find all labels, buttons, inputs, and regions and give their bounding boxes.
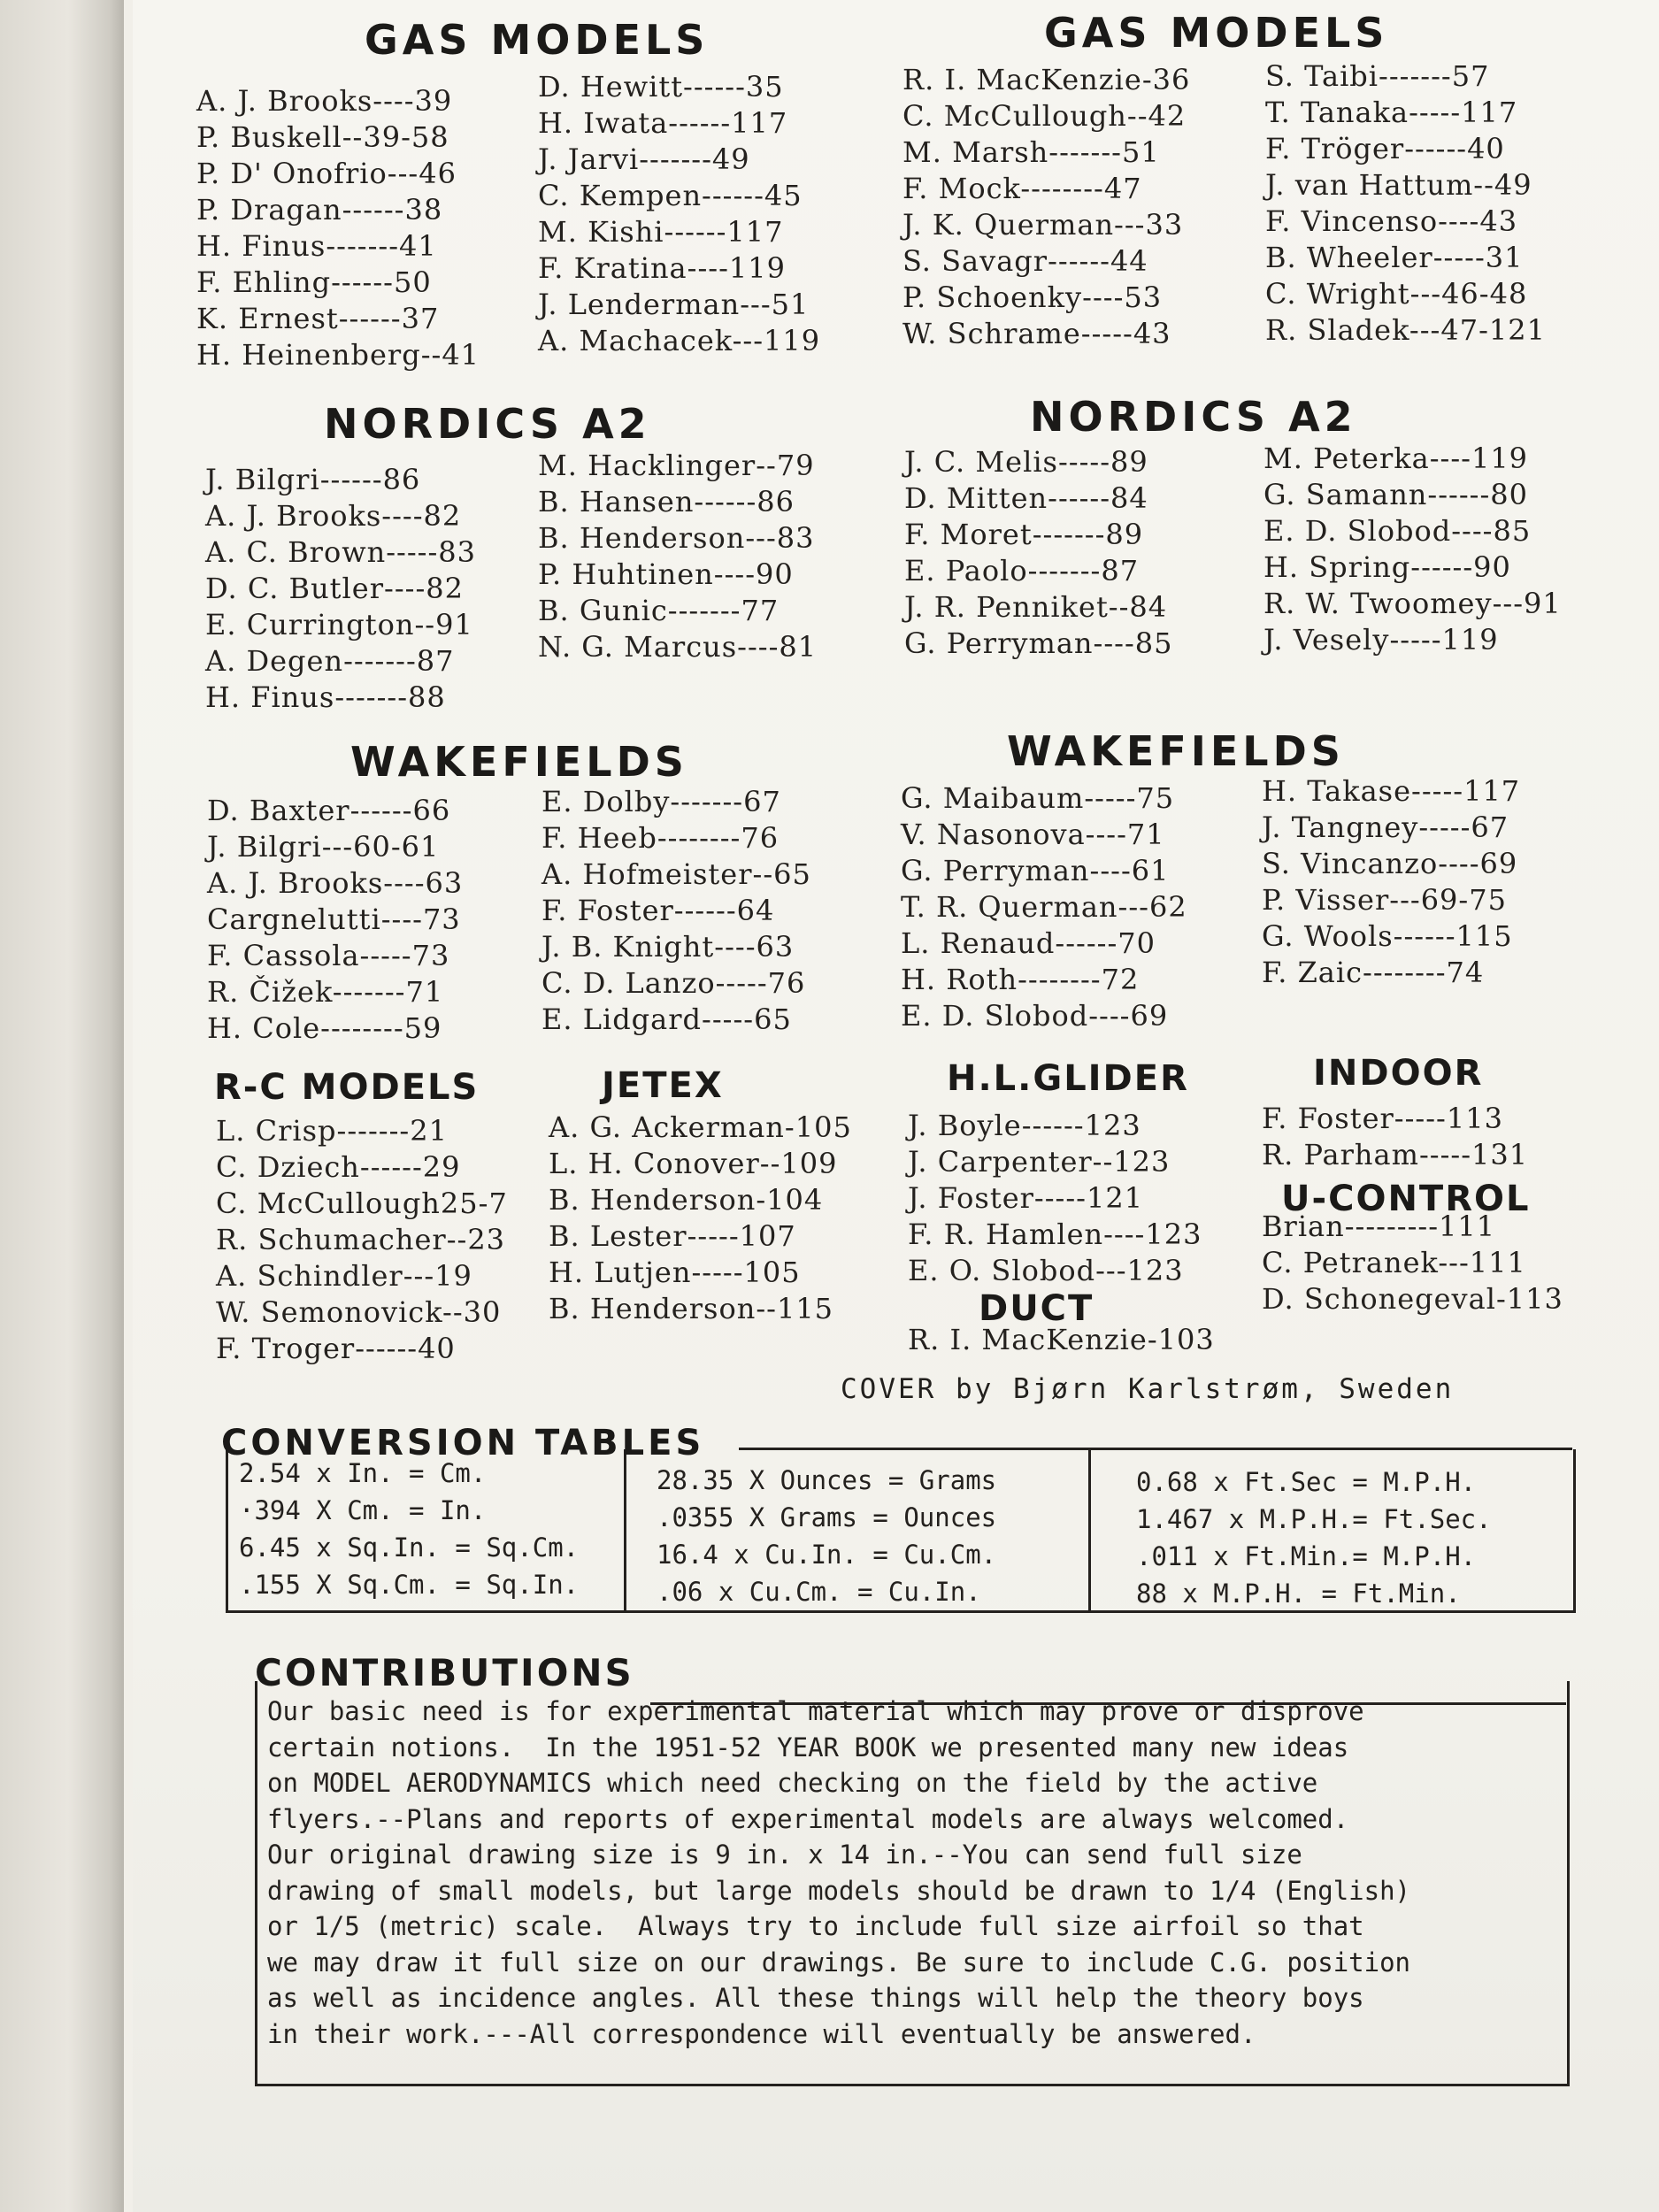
contest-entry: K. Ernest------37 — [196, 302, 440, 335]
duct-col — [908, 1322, 1215, 1358]
contest-entry: J. Bilgri---60-61 — [207, 830, 440, 864]
contest-entry: R. I. MacKenzie-103 — [908, 1323, 1215, 1356]
contest-entry: F. Ehling------50 — [196, 265, 432, 299]
conversion-divider-2 — [1088, 1449, 1091, 1610]
conversion-formula: 6.45 x Sq.In. = Sq.Cm. — [239, 1532, 580, 1563]
contest-entry: C. McCullough25-7 — [216, 1187, 508, 1220]
contest-entry: E. Paolo-------87 — [904, 554, 1140, 588]
contributions-line: we may draw it full size on our drawings. Be sure to include C.G. position — [267, 1947, 1411, 1978]
contest-entry: G. Perryman----85 — [904, 626, 1173, 660]
contest-entry: J. Boyle------123 — [908, 1109, 1141, 1142]
indoor-col — [1262, 1101, 1528, 1173]
conversion-formula: 2.54 x In. = Cm. — [239, 1458, 487, 1488]
contest-entry: B. Hansen------86 — [538, 485, 795, 518]
contest-entry: B. Henderson---83 — [538, 521, 815, 555]
contest-entry: V. Nasonova----71 — [901, 818, 1165, 851]
contest-entry: F. Cassola-----73 — [207, 939, 450, 972]
contest-entry: E. Currington--91 — [205, 608, 473, 641]
contest-entry: E. D. Slobod----69 — [901, 999, 1169, 1033]
hl-glider-heading: H.L.GLIDER — [947, 1058, 1189, 1099]
contest-entry: D. C. Butler----82 — [205, 572, 464, 605]
jetex-heading: JETEX — [602, 1065, 724, 1106]
book-spine-shadow — [0, 0, 124, 2212]
contest-entry: G. Wools------115 — [1262, 919, 1513, 953]
rc-models-col — [216, 1113, 508, 1367]
contest-entry: L. H. Conover--109 — [549, 1147, 838, 1180]
contest-entry: F. Tröger------40 — [1265, 132, 1505, 165]
contest-entry: F. Heeb--------76 — [541, 821, 780, 855]
contest-entry: A. C. Brown-----83 — [205, 535, 476, 569]
u-control-heading: U-CONTROL — [1281, 1179, 1531, 1219]
contest-entry: C. Petranek---111 — [1262, 1246, 1526, 1279]
contest-entry: C. D. Lanzo-----76 — [541, 966, 806, 1000]
nordics-heading-right: NORDICS A2 — [1030, 393, 1357, 441]
contest-entry: A. Hofmeister--65 — [541, 857, 811, 891]
contest-entry: J. Tangney-----67 — [1262, 810, 1509, 844]
nordics-right-col2 — [1263, 441, 1562, 658]
contest-entry: P. Buskell--39-58 — [196, 120, 449, 154]
contest-entry: B. Henderson-104 — [549, 1183, 824, 1217]
wakefields-right-col2 — [1262, 773, 1520, 991]
contest-entry: B. Wheeler-----31 — [1265, 241, 1524, 274]
contest-entry: B. Lester-----107 — [549, 1219, 796, 1253]
contest-entry: P. D' Onofrio---46 — [196, 157, 457, 190]
contest-entry: P. Schoenky----53 — [902, 280, 1163, 314]
contest-entry: M. Hacklinger--79 — [538, 449, 815, 482]
contest-entry: A. Degen-------87 — [205, 644, 455, 678]
contest-entry: E. Dolby-------67 — [541, 785, 781, 818]
contest-entry: H. Cole--------59 — [207, 1011, 442, 1045]
contest-entry: C. McCullough--42 — [902, 99, 1187, 133]
contest-entry: H. Heinenberg--41 — [196, 338, 480, 372]
contest-entry: T. R. Querman---62 — [901, 890, 1187, 924]
contributions-body — [267, 1694, 1559, 2052]
contest-entry: P. Huhtinen----90 — [538, 557, 794, 591]
gas-models-heading-left: GAS MODELS — [365, 16, 710, 64]
contest-entry: R. Parham-----131 — [1262, 1138, 1529, 1171]
contest-entry: G. Perryman----61 — [901, 854, 1170, 887]
contest-entry: D. Hewitt------35 — [538, 70, 784, 104]
conversion-formula: 88 x M.P.H. = Ft.Min. — [1136, 1578, 1461, 1609]
contest-entry: J. Foster-----121 — [908, 1181, 1144, 1215]
contest-entry: H. Spring------90 — [1263, 550, 1511, 584]
contest-entry: L. Renaud------70 — [901, 926, 1156, 960]
contributions-line: as well as incidence angles. All these things will help the theory boys — [267, 1983, 1364, 2013]
contest-entry: H. Takase-----117 — [1262, 774, 1521, 808]
contest-entry: R. Čižek-------71 — [207, 975, 444, 1009]
contest-entry: F. Mock--------47 — [902, 172, 1142, 205]
gas-models-heading-right: GAS MODELS — [1044, 9, 1389, 57]
contest-entry: C. Wright---46-48 — [1265, 277, 1528, 311]
contest-entry: J. van Hattum--49 — [1265, 168, 1532, 202]
contest-entry: J. C. Melis-----89 — [904, 445, 1148, 479]
contributions-line: drawing of small models, but large models should be drawn to 1/4 (English) — [267, 1875, 1411, 1906]
contest-entry: E. O. Slobod---123 — [908, 1254, 1184, 1287]
contest-entry: J. Jarvi-------49 — [538, 142, 750, 176]
contest-entry: R. Schumacher--23 — [216, 1223, 506, 1256]
contest-entry: H. Finus-------88 — [205, 680, 446, 714]
contest-entry: F. Moret-------89 — [904, 518, 1144, 551]
nordics-heading-left: NORDICS A2 — [324, 400, 651, 448]
contest-entry: S. Taibi-------57 — [1265, 59, 1490, 93]
hl-glider-col — [908, 1108, 1202, 1289]
conversion-col-length-area — [239, 1455, 579, 1603]
contributions-line: or 1/5 (metric) scale. Always try to include full size airfoil so that — [267, 1911, 1364, 1941]
contest-entry: D. Mitten------84 — [904, 481, 1148, 515]
contest-entry: S. Vincanzo----69 — [1262, 847, 1518, 880]
rc-models-heading: R-C MODELS — [214, 1067, 480, 1108]
conversion-divider-1 — [624, 1449, 626, 1610]
contributions-line: certain notions. In the 1951-52 YEAR BOOK we presented many new ideas — [267, 1732, 1349, 1763]
contest-entry: F. Vincenso----43 — [1265, 204, 1518, 238]
contest-entry: P. Dragan------38 — [196, 193, 443, 227]
duct-heading: DUCT — [979, 1288, 1094, 1329]
contest-entry: A. J. Brooks----39 — [196, 84, 453, 118]
contest-entry: C. Kempen------45 — [538, 179, 803, 212]
gas-right-col1 — [902, 62, 1190, 352]
wakefields-left-col1 — [207, 793, 463, 1047]
contest-entry: J. Bilgri------86 — [205, 463, 421, 496]
contest-entry: R. Sladek---47-121 — [1265, 313, 1546, 347]
contest-entry: H. Lutjen-----105 — [549, 1256, 801, 1289]
contest-entry: A. Machacek---119 — [538, 324, 821, 357]
contest-entry: B. Henderson--115 — [549, 1292, 834, 1325]
contest-entry: G. Samann------80 — [1263, 478, 1528, 511]
conversion-formula: 16.4 x Cu.In. = Cu.Cm. — [657, 1540, 997, 1570]
contest-entry: H. Finus-------41 — [196, 229, 437, 263]
nordics-right-col1 — [904, 444, 1172, 662]
wakefields-heading-left: WAKEFIELDS — [350, 738, 688, 786]
wakefields-left-col2 — [541, 784, 811, 1038]
contributions-line: flyers.--Plans and reports of experimental models are always welcomed. — [267, 1803, 1349, 1834]
contest-entry: J. Carpenter--123 — [908, 1145, 1171, 1179]
contest-entry: L. Crisp-------21 — [216, 1114, 448, 1148]
contest-entry: J. Vesely-----119 — [1263, 623, 1499, 657]
contest-entry: F. Foster------64 — [541, 894, 775, 927]
nordics-left-col2 — [538, 448, 817, 665]
contest-entry: T. Tanaka-----117 — [1265, 96, 1518, 129]
contest-entry: S. Savagr------44 — [902, 244, 1148, 278]
cover-credit: COVER by Bjørn Karlstrøm, Sweden — [841, 1373, 1455, 1405]
contest-entry: J. Lenderman---51 — [538, 288, 810, 321]
contest-entry: J. B. Knight----63 — [541, 930, 795, 964]
contest-entry: Cargnelutti----73 — [207, 902, 461, 936]
contributions-line: on MODEL AERODYNAMICS which need checking on the field by the active — [267, 1768, 1318, 1798]
conversion-tables-heading: CONVERSION TABLES — [221, 1423, 705, 1463]
conversion-table-top-rule — [739, 1448, 1572, 1450]
contest-entry: M. Marsh-------51 — [902, 135, 1160, 169]
contest-entry: C. Dziech------29 — [216, 1150, 461, 1184]
contest-entry: N. G. Marcus----81 — [538, 630, 818, 664]
nordics-left-col1 — [205, 462, 476, 716]
wakefields-heading-right: WAKEFIELDS — [1007, 727, 1345, 775]
contest-entry: R. I. MacKenzie-36 — [902, 63, 1191, 96]
contest-entry: A. J. Brooks----82 — [205, 499, 462, 533]
contest-entry: W. Schrame-----43 — [902, 317, 1171, 350]
contest-entry: F. R. Hamlen----123 — [908, 1217, 1202, 1251]
contest-entry: J. R. Penniket--84 — [904, 590, 1168, 624]
contest-entry: F. Troger------40 — [216, 1332, 456, 1365]
contest-entry: H. Roth--------72 — [901, 963, 1140, 996]
contest-entry: P. Visser---69-75 — [1262, 883, 1507, 917]
contest-entry: D. Schonegeval-113 — [1262, 1282, 1563, 1316]
contributions-line: Our basic need is for experimental material which may prove or disprove — [267, 1696, 1364, 1726]
conversion-formula: .155 X Sq.Cm. = Sq.In. — [239, 1570, 580, 1600]
contest-entry: D. Baxter------66 — [207, 794, 451, 827]
contest-entry: A. G. Ackerman-105 — [549, 1110, 852, 1144]
gas-left-col1 — [196, 83, 480, 373]
contest-entry: R. W. Twoomey---91 — [1263, 587, 1562, 620]
conversion-formula: 0.68 x Ft.Sec = M.P.H. — [1136, 1467, 1477, 1497]
gas-left-col2 — [538, 69, 820, 359]
u-control-col — [1262, 1209, 1563, 1317]
contest-entry: W. Semonovick--30 — [216, 1295, 502, 1329]
conversion-formula: .011 x Ft.Min.= M.P.H. — [1136, 1541, 1477, 1571]
contest-entry: F. Foster-----113 — [1262, 1102, 1503, 1135]
indoor-heading: INDOOR — [1313, 1053, 1484, 1094]
conversion-formula: .06 x Cu.Cm. = Cu.In. — [657, 1577, 981, 1607]
contest-entry: Brian---------111 — [1262, 1210, 1496, 1243]
contest-entry: E. Lidgard-----65 — [541, 1002, 792, 1036]
jetex-col — [549, 1110, 852, 1327]
contest-entry: M. Peterka----119 — [1263, 442, 1529, 475]
gas-right-col2 — [1265, 58, 1546, 349]
conversion-formula: 28.35 X Ounces = Grams — [657, 1465, 997, 1495]
contest-entry: E. D. Slobod----85 — [1263, 514, 1532, 548]
contest-entry: F. Zaic--------74 — [1262, 956, 1485, 989]
contest-entry: H. Iwata------117 — [538, 106, 788, 140]
conversion-col-weight-volume — [657, 1462, 996, 1610]
contest-entry: A. J. Brooks----63 — [207, 866, 464, 900]
contributions-line: Our original drawing size is 9 in. x 14 in.--You can send full size — [267, 1839, 1302, 1870]
contest-entry: J. K. Querman---33 — [902, 208, 1184, 242]
conversion-formula: .0355 X Grams = Ounces — [657, 1502, 997, 1532]
contest-entry: A. Schindler---19 — [216, 1259, 472, 1293]
contributions-heading: CONTRIBUTIONS — [255, 1651, 634, 1694]
conversion-formula: 1.467 x M.P.H.= Ft.Sec. — [1136, 1504, 1492, 1534]
conversion-col-speed — [1136, 1463, 1492, 1612]
contest-entry: G. Maibaum-----75 — [901, 781, 1175, 815]
contributions-line: in their work.---All correspondence will eventually be answered. — [267, 2018, 1256, 2049]
contest-entry: F. Kratina----119 — [538, 251, 786, 285]
wakefields-right-col1 — [901, 780, 1187, 1034]
contest-entry: B. Gunic-------77 — [538, 594, 780, 627]
conversion-formula: ·394 X Cm. = In. — [239, 1495, 487, 1525]
contest-entry: M. Kishi------117 — [538, 215, 784, 249]
